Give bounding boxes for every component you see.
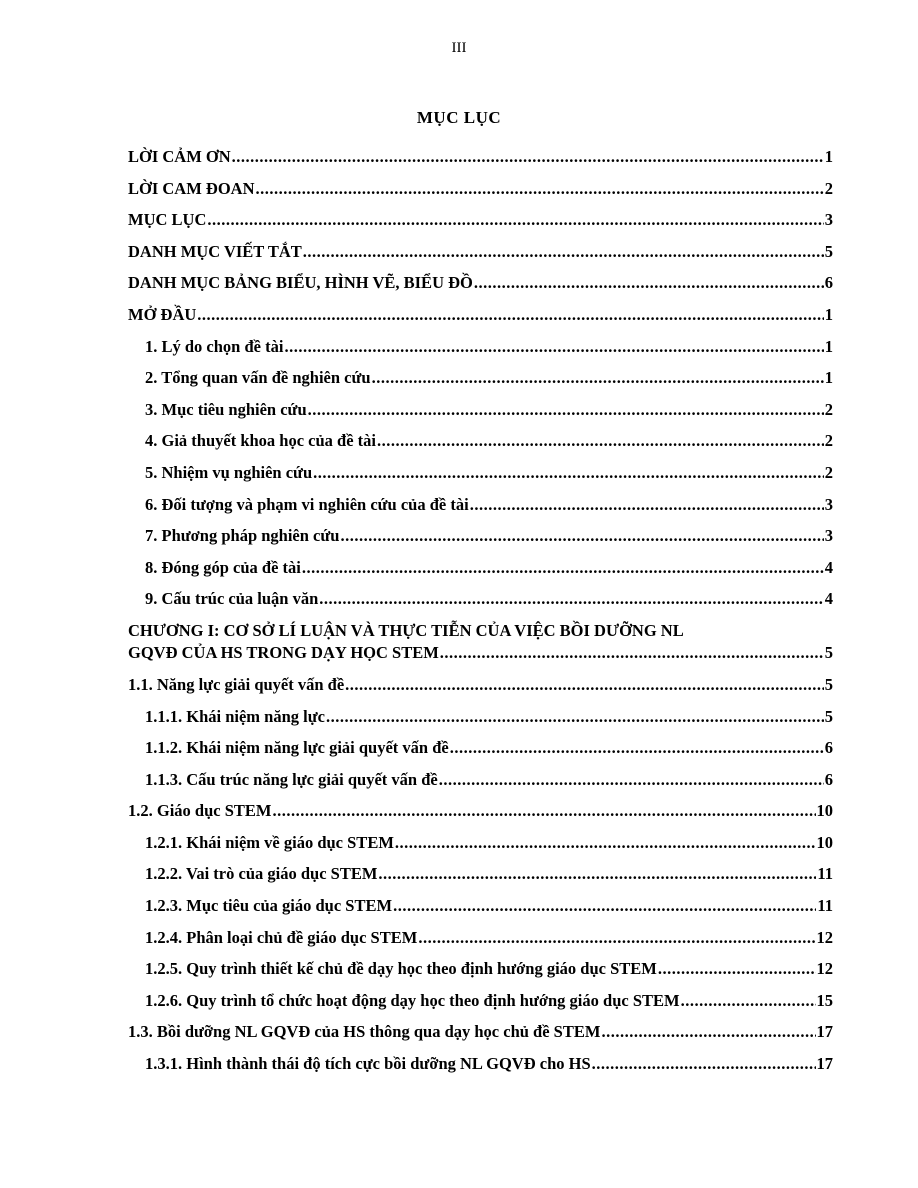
toc-entry[interactable] — [128, 520, 833, 552]
toc-entry[interactable] — [128, 701, 833, 733]
toc-entry[interactable] — [128, 764, 833, 796]
toc-entry-page: 5 — [824, 674, 833, 694]
toc-entry-page: 10 — [816, 832, 833, 852]
toc-entry-title: LỜI CẢM ƠN — [128, 147, 231, 166]
toc-entry-title: MỞ ĐẦU — [128, 304, 197, 324]
toc-entry-row — [128, 583, 833, 610]
toc-entry-page: 12 — [816, 927, 833, 947]
toc-entry-row — [128, 489, 833, 516]
toc-entry[interactable] — [128, 173, 833, 205]
toc-entry-row — [128, 764, 833, 791]
toc-leader-dots — [340, 525, 823, 547]
toc-entry-row — [128, 236, 833, 263]
toc-entry-page: 17 — [816, 1054, 833, 1074]
toc-leader-dots — [474, 272, 824, 294]
toc-leader-dots — [302, 557, 824, 579]
toc-entry-title: GQVĐ CỦA HS TRONG DẠY HỌC STEM — [128, 642, 439, 662]
toc-entry-row — [128, 1016, 833, 1043]
toc-entry[interactable] — [128, 267, 833, 299]
toc-entry[interactable] — [128, 732, 833, 764]
toc-entry-title: 1.1.3. Cấu trúc năng lực giải quyết vấn đề — [145, 769, 438, 789]
toc-entry-title: 6. Đối tượng và phạm vi nghiên cứu của đề tài — [145, 494, 469, 514]
toc-entry-title: 1.2.1. Khái niệm về giáo dục STEM — [145, 832, 394, 852]
toc-entry[interactable] — [128, 827, 833, 859]
toc-entry-page: 15 — [816, 990, 833, 1010]
toc-entry-row — [128, 331, 833, 358]
toc-entry[interactable] — [128, 141, 833, 173]
toc-leader-dots — [418, 927, 815, 949]
toc-leader-dots — [232, 146, 824, 168]
toc-entry-title: 1.2.2. Vai trò của giáo dục STEM — [145, 864, 378, 884]
toc-entry-row — [128, 953, 833, 980]
toc-leader-dots — [470, 494, 824, 516]
toc-entry-page: 2 — [824, 178, 833, 198]
toc-entry-row — [128, 204, 833, 231]
toc-entry-row — [128, 520, 833, 547]
toc-leader-dots — [303, 241, 824, 263]
toc-entry[interactable] — [128, 236, 833, 268]
toc-leader-dots — [377, 430, 824, 452]
toc-entry-page: 5 — [824, 642, 833, 662]
toc-entry[interactable] — [128, 552, 833, 584]
toc-entry[interactable] — [128, 922, 833, 954]
toc-entry-page: 1 — [824, 304, 833, 324]
toc-entry-title: 5. Nhiệm vụ nghiên cứu — [145, 462, 313, 482]
toc-entry[interactable] — [128, 858, 833, 890]
toc-leader-dots — [319, 588, 823, 610]
toc-leader-dots — [207, 209, 823, 231]
toc-entry-title: DANH MỤC BẢNG BIỂU, HÌNH VẼ, BIỂU ĐỒ — [128, 273, 473, 293]
toc-entry-row — [128, 299, 833, 326]
toc-entry[interactable] — [128, 489, 833, 521]
toc-entry-page: 2 — [824, 431, 833, 451]
toc-entry-page: 5 — [824, 706, 833, 726]
toc-entry-page: 17 — [816, 1022, 833, 1042]
toc-entry-title: 1. Lý do chọn đề tài — [145, 336, 284, 356]
toc-entry-page: 2 — [824, 462, 833, 482]
toc-entry[interactable] — [128, 985, 833, 1017]
toc-entry-title: 1.1.1. Khái niệm năng lực — [145, 706, 325, 726]
toc-entry-row — [128, 362, 833, 389]
toc-entry-title: MỤC LỤC — [128, 210, 207, 230]
toc-leader-dots — [256, 178, 824, 200]
toc-entry-page: 11 — [817, 864, 833, 884]
toc-entry-title: 1.1. Năng lực giải quyết vấn đề — [128, 674, 345, 694]
toc-entry-page: 4 — [824, 589, 833, 609]
toc-entry-page: 6 — [824, 738, 833, 758]
toc-leader-dots — [308, 399, 824, 421]
toc-leader-dots — [393, 895, 816, 917]
toc-entry-title: 1.3. Bồi dưỡng NL GQVĐ của HS thông qua dạy học chủ đề STEM — [128, 1022, 601, 1042]
toc-entry[interactable] — [128, 583, 833, 615]
page-number: III — [451, 40, 467, 56]
toc-entry-page: 4 — [824, 557, 833, 577]
toc-leader-dots — [313, 462, 824, 484]
toc-entry-row — [128, 141, 833, 168]
toc-entry[interactable] — [128, 331, 833, 363]
toc-leader-dots — [197, 304, 823, 326]
toc-entry[interactable] — [128, 457, 833, 489]
toc-entry-page: 11 — [817, 896, 833, 916]
toc-leader-dots — [450, 737, 824, 759]
table-of-contents — [128, 141, 833, 1080]
toc-entry-title: 1.2.6. Quy trình tổ chức hoạt động dạy học theo định hướng giáo dục STEM — [145, 990, 680, 1010]
toc-entry-row — [128, 732, 833, 759]
toc-entry-page: 3 — [824, 526, 833, 546]
toc-entry-row — [128, 1048, 833, 1075]
toc-entry-row — [128, 267, 833, 294]
toc-entry-text-line1: CHƯƠNG I: CƠ SỞ LÍ LUẬN VÀ THỰC TIỄN CỦA VIỆC BỒI DƯỠNG NL — [128, 620, 684, 640]
toc-entry[interactable] — [128, 1048, 833, 1080]
toc-entry[interactable] — [128, 425, 833, 457]
toc-entry-page: 3 — [824, 210, 833, 230]
toc-leader-dots — [345, 674, 824, 696]
toc-entry-row — [128, 795, 833, 822]
toc-entry-page: 2 — [824, 399, 833, 419]
toc-title: MỤC LỤC — [416, 108, 502, 127]
toc-entry-row — [128, 890, 833, 917]
toc-entry-title: 1.2.4. Phân loại chủ đề giáo dục STEM — [145, 927, 418, 947]
toc-entry[interactable] — [128, 795, 833, 827]
toc-leader-dots — [439, 769, 824, 791]
toc-entry-title: 7. Phương pháp nghiên cứu — [145, 526, 340, 546]
toc-leader-dots — [372, 367, 824, 389]
toc-entry-row — [128, 394, 833, 421]
toc-entry-page: 6 — [824, 769, 833, 789]
toc-entry-page: 1 — [824, 368, 833, 388]
toc-leader-dots — [284, 336, 823, 358]
toc-leader-dots — [440, 642, 824, 664]
toc-entry-row — [128, 827, 833, 854]
toc-entry[interactable] — [128, 890, 833, 922]
toc-entry-row — [128, 425, 833, 452]
toc-entry[interactable] — [128, 615, 833, 669]
toc-entry-page: 10 — [816, 801, 833, 821]
toc-entry-page: 3 — [824, 494, 833, 514]
toc-entry-row — [128, 922, 833, 949]
toc-entry[interactable] — [128, 204, 833, 236]
toc-entry-row — [128, 173, 833, 200]
toc-entry-row — [128, 985, 833, 1012]
toc-entry-title: 1.3.1. Hình thành thái độ tích cực bồi dưỡng NL GQVĐ cho HS — [145, 1054, 591, 1074]
toc-leader-dots — [658, 958, 816, 980]
toc-entry[interactable] — [128, 299, 833, 331]
toc-entry-row — [128, 642, 833, 664]
toc-entry-title: 1.1.2. Khái niệm năng lực giải quyết vấn đề — [145, 738, 449, 758]
toc-entry[interactable] — [128, 1016, 833, 1048]
toc-entry[interactable] — [128, 669, 833, 701]
toc-entry-row — [128, 552, 833, 579]
toc-entry-page: 12 — [816, 959, 833, 979]
toc-leader-dots — [681, 990, 816, 1012]
toc-entry-title: 9. Cấu trúc của luận văn — [145, 589, 319, 609]
toc-leader-dots — [395, 832, 816, 854]
toc-entry-page: 1 — [824, 336, 833, 356]
toc-entry-page: 1 — [824, 147, 833, 166]
toc-leader-dots — [592, 1053, 816, 1075]
toc-entry-row — [128, 858, 833, 885]
toc-entry-title: 1.2.3. Mục tiêu của giáo dục STEM — [145, 896, 393, 916]
toc-leader-dots — [272, 800, 815, 822]
toc-entry-title: 2. Tổng quan vấn đề nghiên cứu — [145, 368, 371, 388]
toc-leader-dots — [378, 863, 816, 885]
toc-entry-title: 3. Mục tiêu nghiên cứu — [145, 399, 307, 419]
toc-leader-dots — [326, 706, 824, 728]
toc-entry-title: 4. Giả thuyết khoa học của đề tài — [145, 431, 377, 451]
toc-entry-title: 1.2.5. Quy trình thiết kế chủ đề dạy học theo định hướng giáo dục STEM — [145, 959, 657, 979]
toc-entry-row — [128, 457, 833, 484]
toc-entry[interactable] — [128, 394, 833, 426]
toc-entry-title: 8. Đóng góp của đề tài — [145, 557, 301, 577]
toc-leader-dots — [601, 1021, 815, 1043]
toc-entry-title: LỜI CAM ĐOAN — [128, 178, 255, 198]
toc-entry[interactable] — [128, 362, 833, 394]
toc-entry-title: 1.2. Giáo dục STEM — [128, 801, 272, 821]
toc-entry-row — [128, 701, 833, 728]
toc-entry[interactable] — [128, 953, 833, 985]
toc-entry-title: DANH MỤC VIẾT TẮT — [128, 241, 302, 261]
toc-entry-page: 5 — [824, 241, 833, 261]
toc-entry-row — [128, 669, 833, 696]
toc-entry-page: 6 — [824, 273, 833, 293]
